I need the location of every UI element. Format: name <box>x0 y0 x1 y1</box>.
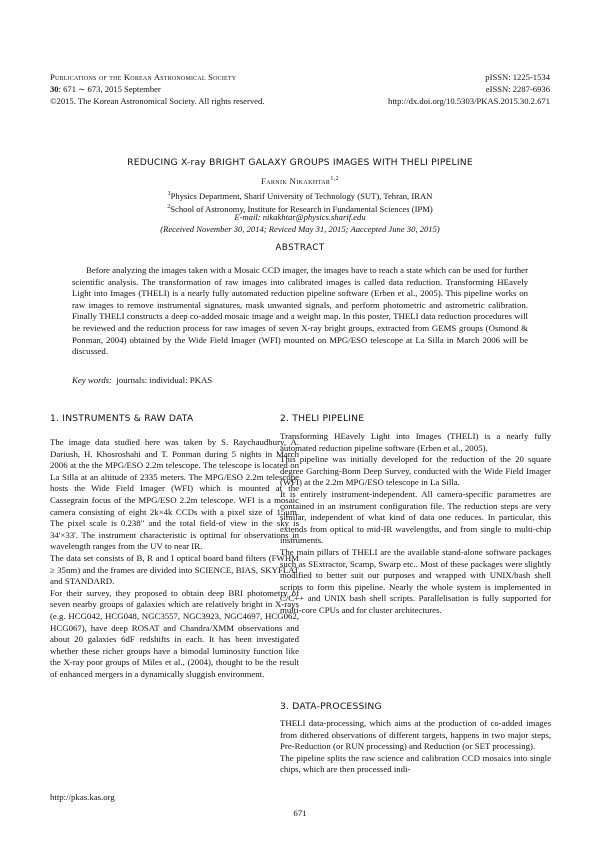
section-1-body <box>50 437 299 680</box>
affiliation-1 <box>50 189 550 202</box>
affil-sup-2: 2 <box>167 203 171 210</box>
footer-url[interactable]: http://pkas.kas.org <box>50 792 115 802</box>
section-1-paragraph: The data set consists of B, R and I optical board band filters (FWHM ≥ 35nm) and the frames are divided into SCIENCE, BIAS, SKYFLAT and STANDARD. <box>50 552 299 587</box>
copyright-line: ©2015. The Korean Astronomical Society. All rights reserved. <box>50 96 265 106</box>
author-line <box>50 176 550 186</box>
section-3-heading: 3. DATA-PROCESSING <box>280 701 382 712</box>
section-2-body <box>280 431 551 617</box>
section-2-paragraph: Transforming HEavely Light into Images (THELI) is a nearly fully automated reduction pipeline software (Erben et al., 2005). <box>280 431 551 453</box>
abstract-heading: ABSTRACT <box>275 243 325 253</box>
section-2-paragraph: This pipeline was initially developed for the reduction of the 20 square degree Garching-Bonn Deep Survey, conducted with the Wide Field Imager (WFI) at the 2.2m MPG/ESO telescope in La Silla. <box>280 454 551 488</box>
section-1-heading: 1. INSTRUMENTS & RAW DATA <box>50 413 194 424</box>
author-affil-sup: 1,2 <box>330 176 340 183</box>
author-name: Farnik Nikakhtar <box>260 176 331 186</box>
eissn: eISSN: 2287-6936 <box>485 84 550 94</box>
affil-text-2: School of Astronomy, Institute for Research in Fundamental Sciences (IPM) <box>170 203 433 214</box>
section-2-heading: 2. THELI PIPELINE <box>280 413 365 424</box>
affil-sup-1: 1 <box>167 191 171 197</box>
page-number: 671 <box>293 808 307 818</box>
affil-text-1: Physics Department, Sharif University of Technology (SUT), Tehran, IRAN <box>170 190 433 201</box>
keywords-line <box>72 375 528 385</box>
abstract-text: Before analyzing the images taken with a Mosaic CCD imager, the images have to reach a state which can be used for further scientific analysis. The transformation of raw images into calibrated images is called data reduction. Transforming HEavely Light into Images (THELI) is a nearly fully automated reduction pipeline software (Erben et al., 2005). This pipeline works on raw images to remove instrumental signatures, mask unwanted signals, and perform photometric and astrometric calibration. Finally THELI constructs a deep co-added mosaic image and a weight map. In this poster, THELI data reduction procedures will be reviewed and the reduction process for raw images of seven X-ray bright groups, extracted from GEMS groups (Osmond & Ponman, 2004) obtained by the Wide Field Imager (WFI) mounted on MPG/ESO telescope at La Silla in March 2006 will be discussed. <box>72 265 528 357</box>
section-2-paragraph: The main pillars of THELI are the available stand-alone software packages such as SExtractor, Scamp, Swarp etc.. Most of these packages were slightly modified to better suit our purposes and wrapped with UNIX/bash shell scripts to form this pipeline. Nearly the whole system is implemented in C/C++ and UNIX bash shell scripts. Parallelisation is fully supported for multi-core CPUs and for cluster architectures. <box>280 546 551 615</box>
keywords-label: Key words: <box>72 375 112 385</box>
doi-link[interactable]: http://dx.doi.org/10.5303/PKAS.2015.30.2.671 <box>388 96 550 106</box>
keywords-text: journals: individual: PKAS <box>116 375 213 385</box>
contact-block <box>50 211 550 235</box>
section-2-paragraph: It is entirely instrument-independent. All camera-specific parametres are contained in an instrument configuration file. The reduction steps are very similar, independent of what kind of data one reduces. In particular, this extends from optical to mid-IR wavelengths, and from single to multi-chip instruments. <box>280 488 551 546</box>
section-3-paragraph: THELI data-processing, which aims at the production of co-added images from dithered observations of different targets, happens in two major steps, Pre-Reduction (or RUN processing) and Reduction (or SET processing). <box>280 718 551 752</box>
section-1-paragraph: The image data studied here was taken by S. Raychaudhury, A. Dariush, H. Khosroshahi and T. Ponman during 5 nights in March 2006 at the the MPG/ESO 2.2m telescope. The telescope is located on La Silla at an altitude of 2335 meters. The MPG/ESO 2.2m telescope hosts the Wide Field Imager (WFI) which is mounted at the Cassegrain focus of the MPG/ESO 2.2m telescope. WFI is a mosaic camera consisting of eight 2k×4k CCDs with a pixel size of 15μm. The pixel scale is 0.238" and the total field-of view in the sky is 34'×33'. The instrument characteristic is optimal for observations in wavelength ranges from the UV to near IR. <box>50 437 299 552</box>
pissn: pISSN: 1225-1534 <box>485 72 550 82</box>
volume-number: 30 <box>50 84 59 94</box>
section-3-paragraph: The pipeline splits the raw science and calibration CCD mosaics into single chips, which are then processed indi- <box>280 752 551 775</box>
email-line[interactable]: E-mail: nikakhtar@physics.sharif.edu <box>234 212 366 222</box>
received-dates: (Received November 30, 2014; Reviced May 31, 2015; Aaccepted June 30, 2015) <box>160 224 440 234</box>
section-3-body <box>280 718 551 776</box>
journal-name: Publications of the Korean Astronomical Society <box>50 72 237 82</box>
issue-line: : 671 ∼ 673, 2015 September <box>58 84 161 94</box>
paper-title: REDUCING X-ray BRIGHT GALAXY GROUPS IMAGES WITH THELI PIPELINE <box>127 157 473 168</box>
journal-header-right <box>290 71 550 107</box>
section-1-paragraph: For their survey, they proposed to obtain deep BRI photometry of seven nearby groups of galaxies which are relatively bright in X-rays (e.g. HCG042, HCG048, NGC3557, NGC3923, NGC4697, HCG062, HCG067), have deep ROSAT and Chandra/XMM observations and about 20 galaxies 6dF redshifts in each. It has been investigated whether these richer groups have a bimodal luminosity function like the X-ray poor groups of Miles et al., (2004), thought to be the result of enhanced mergers in a dynamically sluggish environment. <box>50 587 299 679</box>
